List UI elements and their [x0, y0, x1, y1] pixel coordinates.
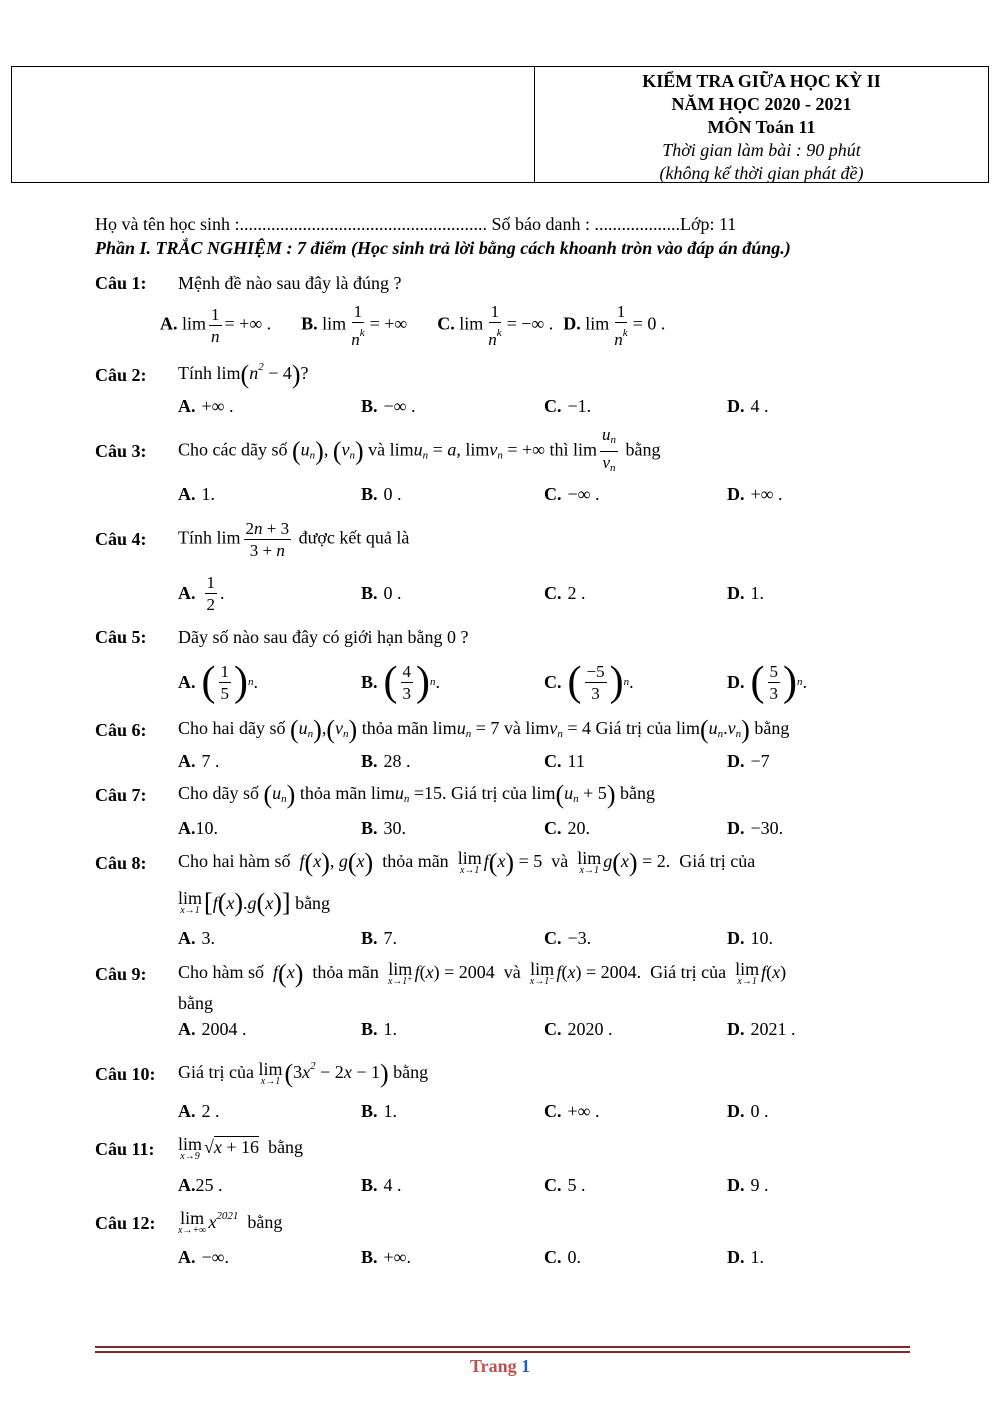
exam-duration: Thời gian làm bài : 90 phút — [662, 140, 861, 160]
option-d: D. +∞ . — [727, 483, 783, 504]
question-options — [95, 654, 910, 710]
option-b: B. 30. — [361, 817, 407, 838]
option-c: C. 20. — [544, 817, 590, 838]
option-a: A. 2 . — [178, 1100, 220, 1121]
option-a: A. 25 . — [178, 1174, 223, 1195]
option-d: D. 1. — [727, 1246, 764, 1267]
option-a: A. 10. — [178, 817, 218, 838]
question-label: Câu 9: — [95, 963, 147, 984]
option-d: D. ( $\frac{5}{3}$ ) n . — [727, 659, 807, 705]
question-3: Câu 3: Cho các dãy số $(u_n)$, $(v_n)$ và limu$_n$ = a, limv$_n$ = +∞ thì lim $\frac{u_n}{v_n}$ bằng A. 1. B. 0 . C. −∞ . D. +∞ . — [95, 422, 910, 512]
question-5 — [95, 620, 910, 712]
question-6: Câu 6: Cho hai dãy số $(u_n),(v_n)$ thỏa mãn limu$_n$ = 7 và limv$_n$ = 4 Giá trị của $\lim(u_n.v_n)$ bằng A. 7 . B. 28 . C. 11 D. −7 — [95, 712, 910, 776]
question-options — [95, 566, 910, 620]
question-2: Câu 2: Tính $\lim(n^2 - 4)$? A. +∞ . B. −∞ . C. −1. D. 4 . — [95, 358, 910, 422]
question-options — [95, 392, 910, 420]
option-c: C. −3. — [544, 927, 592, 948]
question-11: Câu 11: lim x→9 √x + 16 bằng A. 25 . B. 4 . C. 5 . D. 9 . — [95, 1128, 910, 1202]
option-c: C. 5 . — [544, 1174, 586, 1195]
option-b: B. +∞. — [361, 1246, 411, 1267]
option-a: A. 2004 . — [178, 1018, 247, 1039]
student-info-line: Họ và tên học sinh :....................................................... Số báo danh : ...................Lớp: 11 — [95, 214, 737, 234]
option-d: D. −7 — [727, 750, 770, 771]
school-year: NĂM HỌC 2020 - 2021 — [671, 94, 852, 114]
subject: MÔN Toán 11 — [707, 117, 816, 137]
option-a: A. 3. — [178, 927, 215, 948]
question-label: Câu 11: — [95, 1138, 155, 1159]
question-options — [95, 814, 910, 842]
option-c: C. 11 — [544, 750, 585, 771]
question-options — [95, 298, 910, 352]
option-b: B. 1. — [361, 1018, 398, 1039]
question-options — [95, 1244, 910, 1270]
option-c: C. 0. — [544, 1246, 581, 1267]
option-d: D. 10. — [727, 927, 773, 948]
option-b: B. 4 . — [361, 1174, 402, 1195]
question-label: Câu 6: — [95, 719, 147, 740]
page-num-value: 1 — [521, 1356, 531, 1376]
option-d: D. lim $\frac{1}{n^k}$ = 0 . — [563, 301, 666, 349]
option-a: A. −∞. — [178, 1246, 229, 1267]
question-label: Câu 7: — [95, 784, 147, 805]
question-8: Câu 8: Cho hai hàm số f(x), g(x) thỏa mãn lim x→1 f(x) = 5 và lim x→1 g(x) = 2. Giá trị của lim x→1 [ f ( x ) . g ( x ) ] bằng A. 3. B. 7. C. −3. D. 10. — [95, 844, 910, 956]
header-right-cell — [535, 67, 988, 182]
option-c: C. 2 . — [544, 582, 586, 603]
page-word: Trang — [469, 1356, 517, 1376]
question-10: Câu 10: Giá trị của lim x→1 $(3x^2 - 2x - 1)$ bằng A. 2 . B. 1. C. +∞ . D. 0 . — [95, 1052, 910, 1128]
question-label: Câu 3: — [95, 440, 147, 461]
duration-note: (không kể thời gian phát đề) — [659, 163, 864, 183]
option-c: C. −∞ . — [544, 483, 600, 504]
option-b: B. 0 . — [361, 582, 402, 603]
question-options — [95, 1096, 910, 1126]
option-b: B. ( $\frac{4}{3}$ ) n . — [361, 659, 441, 705]
question-options — [95, 1014, 910, 1044]
footer-divider — [95, 1346, 910, 1353]
option-a: A. 1. — [178, 483, 215, 504]
option-b: B. 28 . — [361, 750, 411, 771]
question-label: Câu 12: — [95, 1212, 156, 1233]
page-number — [0, 1356, 1000, 1377]
option-b: B. −∞ . — [361, 395, 416, 416]
option-c: C. +∞ . — [544, 1100, 600, 1121]
exam-header — [11, 66, 989, 183]
question-text: Dãy số nào sau đây có giới hạn bằng 0 ? — [178, 626, 469, 647]
option-a: A. +∞ . — [178, 395, 234, 416]
question-12: Câu 12: lim x→+∞ $x^{2021}$ bằng A. −∞. B. +∞. C. 0. D. 1. — [95, 1202, 910, 1272]
exam-content — [95, 214, 910, 1272]
option-d: D. 9 . — [727, 1174, 769, 1195]
question-text: Mệnh đề nào sau đây là đúng ? — [178, 272, 402, 293]
option-d: D. −30. — [727, 817, 784, 838]
question-7: Câu 7: Cho dãy số $(u_n)$ thỏa mãn limu$_n$ =15. Giá trị của $\lim(u_n + 5)$ bằng A. 10. B. 30. C. 20. D. −30. — [95, 776, 910, 844]
question-1 — [95, 268, 910, 358]
option-b: B. 1. — [361, 1100, 398, 1121]
question-label: Câu 1: — [95, 272, 147, 293]
option-c: C. −1. — [544, 395, 592, 416]
option-b: B. 7. — [361, 927, 398, 948]
question-label: Câu 5: — [95, 626, 147, 647]
question-4: Câu 4: Tính lim $\frac{2n + 3}{3 + n}$ được kết quả là A. $\frac{1}{2}$ . B. 0 . C. 2 . D. 1. — [95, 512, 910, 620]
option-a: A. 7 . — [178, 750, 220, 771]
option-a: A. lim $\frac{1}{n}$ = +∞ . — [160, 304, 272, 346]
question-text: Tính — [178, 363, 212, 384]
option-a: A. $\frac{1}{2}$ . — [178, 572, 225, 614]
exam-title: KIỂM TRA GIỮA HỌC KỲ II — [642, 71, 881, 91]
question-label: Câu 4: — [95, 528, 147, 549]
option-d: D. 1. — [727, 582, 764, 603]
header-left-cell — [12, 67, 535, 182]
option-d: D. 0 . — [727, 1100, 769, 1121]
question-9: Câu 9: Cho hàm số f(x) thỏa mãn lim x→1⁺ f(x) = 2004 và lim x→1⁻ f(x) = 2004. Giá trị của lim x→1 f(x) bằng A. 2004 . B. 1. C. 2020 . D. 2021 . — [95, 956, 910, 1052]
option-c: C. ( $\frac{-5}{3}$ ) n . — [544, 659, 634, 705]
option-c: C. lim $\frac{1}{n^k}$ = −∞ . — [437, 301, 554, 349]
option-b: B. 0 . — [361, 483, 402, 504]
option-d: D. 4 . — [727, 395, 769, 416]
question-label: Câu 10: — [95, 1063, 156, 1084]
question-options — [95, 924, 910, 952]
question-label: Câu 2: — [95, 364, 147, 385]
section-heading: Phần I. TRẮC NGHIỆM : 7 điểm (Học sinh trả lời bằng cách khoanh tròn vào đáp án đúng.) — [95, 238, 791, 258]
option-d: D. 2021 . — [727, 1018, 796, 1039]
question-label: Câu 8: — [95, 852, 147, 873]
question-options — [95, 1170, 910, 1200]
option-a: A. ( $\frac{1}{5}$ ) n . — [178, 659, 258, 705]
option-b: B. lim $\frac{1}{n^k}$ = +∞ — [301, 301, 408, 349]
question-options — [95, 480, 910, 508]
question-options — [95, 748, 910, 774]
option-c: C. 2020 . — [544, 1018, 613, 1039]
